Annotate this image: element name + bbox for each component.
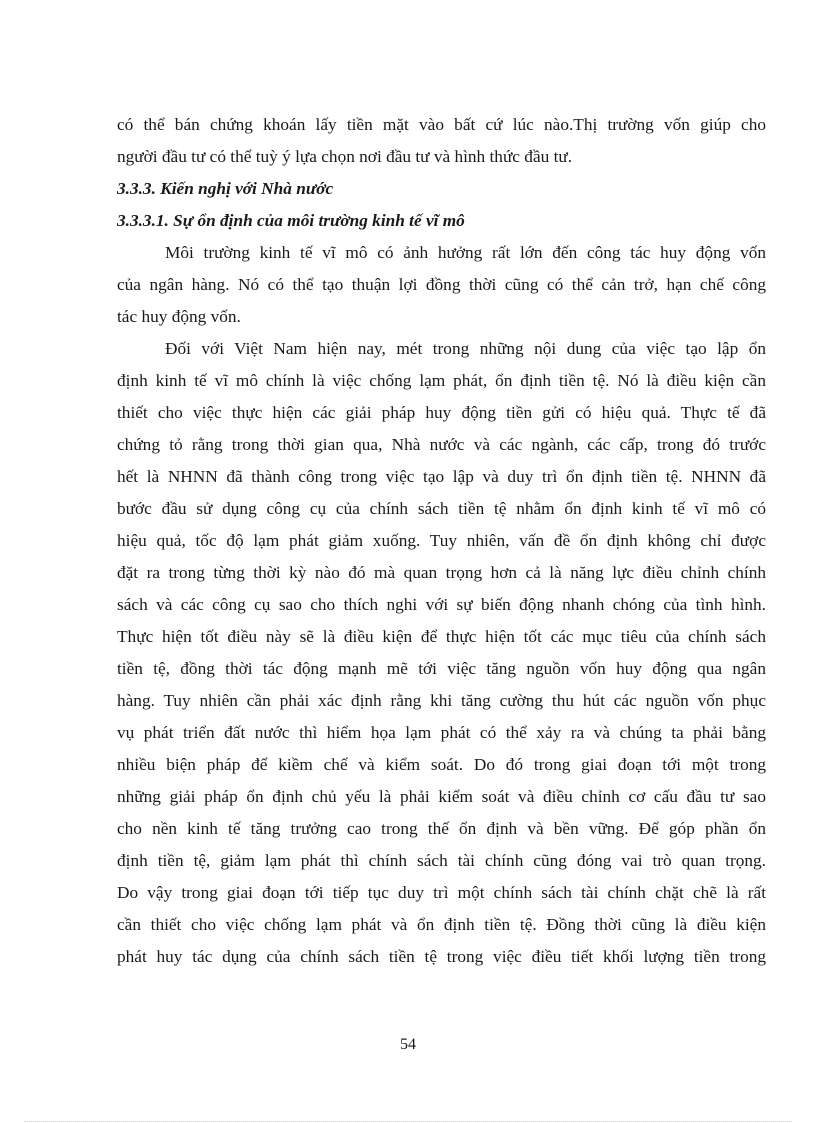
text-line: Đối với Việt Nam hiện nay, mét trong những nội dung của việc tạo lập ổn — [165, 339, 766, 358]
text-line: thiết cho việc thực hiện các giải pháp huy động tiền gửi có hiệu quả. Thực tế đã — [117, 403, 766, 422]
text-line: nhiều biện pháp để kiềm chế và kiểm soát. Do đó trong giai đoạn tới một trong — [117, 755, 766, 774]
text-line: chứng tỏ rằng trong thời gian qua, Nhà nước và các ngành, các cấp, trong đó trước — [117, 435, 766, 454]
text-line: hết là NHNN đã thành công trong việc tạo lập và duy trì ổn định tiền tệ. NHNN đã — [117, 467, 766, 486]
subsection-heading: 3.3.3.1. Sự ổn định của môi trường kinh tế vĩ mô — [117, 211, 465, 230]
page-bottom-rule — [24, 1121, 792, 1122]
text-line: bước đầu sử dụng công cụ của chính sách tiền tệ nhằm ổn định kinh tế vĩ mô có — [117, 499, 766, 518]
text-line: Do vậy trong giai đoạn tới tiếp tục duy trì một chính sách tài chính chặt chẽ là rất — [117, 883, 766, 902]
text-line: cho nền kinh tế tăng trưởng cao trong thế ổn định và bền vững. Để góp phần ổn — [117, 819, 766, 838]
text-line: định tiền tệ, giảm lạm phát thì chính sách tài chính cũng đóng vai trò quan trọng. — [117, 851, 766, 870]
body-text — [117, 109, 766, 973]
text-line: đặt ra trong từng thời kỳ nào đó mà quan trọng hơn cả là năng lực điều chỉnh chính — [117, 563, 766, 582]
text-line: Thực hiện tốt điều này sẽ là điều kiện để thực hiện tốt các mục tiêu của chính sách — [117, 627, 766, 646]
text-line: hàng. Tuy nhiên cần phải xác định rằng khi tăng cường thu hút các nguồn vốn phục — [117, 691, 766, 710]
text-line: định kinh tế vĩ mô chính là việc chống lạm phát, ổn định tiền tệ. Nó là điều kiện cần — [117, 371, 766, 390]
text-line: tác huy động vốn. — [117, 307, 241, 326]
text-line: có thể bán chứng khoán lấy tiền mặt vào bất cứ lúc nào.Thị trường vốn giúp cho — [117, 115, 766, 134]
text-line: Môi trường kinh tế vĩ mô có ảnh hưởng rất lớn đến công tác huy động vốn — [165, 243, 766, 262]
text-line: hiệu quả, tốc độ lạm phát giảm xuống. Tuy nhiên, vấn đề ổn định không chỉ được — [117, 531, 766, 550]
text-line: của ngân hàng. Nó có thể tạo thuận lợi đồng thời cũng có thể cản trở, hạn chế công — [117, 275, 766, 294]
text-line: tiền tệ, đồng thời tác động mạnh mẽ tới việc tăng nguồn vốn huy động qua ngân — [117, 659, 766, 678]
text-line: sách và các công cụ sao cho thích nghi với sự biến động nhanh chóng của tình hình. — [117, 595, 766, 614]
section-heading: 3.3.3. Kiến nghị với Nhà nước — [117, 179, 334, 198]
page-number: 54 — [400, 1036, 416, 1053]
text-line: vụ phát triển đất nước thì hiểm họa lạm phát có thể xảy ra và chúng ta phải bằng — [117, 723, 766, 742]
text-line: phát huy tác dụng của chính sách tiền tệ trong việc điều tiết khối lượng tiền trong — [117, 947, 766, 966]
text-line: cần thiết cho việc chống lạm phát và ổn định tiền tệ. Đồng thời cũng là điều kiện — [117, 915, 766, 934]
text-line: người đầu tư có thể tuỳ ý lựa chọn nơi đầu tư và hình thức đầu tư. — [117, 147, 573, 166]
text-line: những giải pháp ổn định chủ yếu là phải kiểm soát và điều chỉnh cơ cấu đầu tư sao — [117, 787, 766, 806]
